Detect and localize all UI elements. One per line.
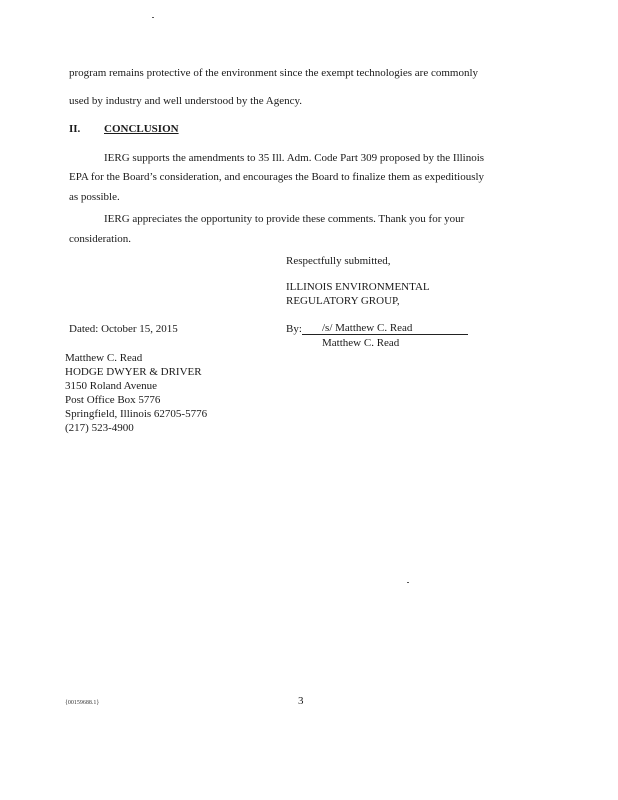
body-text-line: program remains protective of the environment since the exempt technologies are commonly bbox=[69, 67, 479, 79]
organization-name: REGULATORY GROUP, bbox=[286, 295, 400, 307]
signature-closing: Respectfully submitted, bbox=[286, 255, 391, 267]
conclusion-text-line: as possible. bbox=[69, 191, 120, 203]
electronic-signature: /s/ Matthew C. Read bbox=[322, 322, 413, 334]
section-title: CONCLUSION bbox=[104, 123, 179, 135]
conclusion-text-line: IERG supports the amendments to 35 Ill. Adm. Code Part 309 proposed by the Illinois bbox=[104, 152, 485, 164]
page-number: 3 bbox=[298, 695, 304, 707]
contact-po-box: Post Office Box 5776 bbox=[65, 394, 161, 406]
contact-phone: (217) 523-4900 bbox=[65, 422, 134, 434]
contact-name: Matthew C. Read bbox=[65, 352, 143, 364]
organization-name: ILLINOIS ENVIRONMENTAL bbox=[286, 281, 430, 293]
date-line: Dated: October 15, 2015 bbox=[69, 323, 178, 335]
conclusion-text-line: IERG appreciates the opportunity to provide these comments. Thank you for your bbox=[104, 213, 465, 225]
scan-speck bbox=[152, 17, 154, 18]
body-text-line: used by industry and well understood by the Agency. bbox=[69, 95, 302, 107]
signer-name: Matthew C. Read bbox=[322, 337, 400, 349]
document-id: {00159688.1} bbox=[65, 700, 100, 706]
contact-city: Springfield, Illinois 62705-5776 bbox=[65, 408, 208, 420]
scan-speck bbox=[407, 582, 409, 583]
section-number: II. bbox=[69, 123, 81, 135]
contact-street: 3150 Roland Avenue bbox=[65, 380, 158, 392]
conclusion-text-line: consideration. bbox=[69, 233, 132, 245]
conclusion-text-line: EPA for the Board’s consideration, and encourages the Board to finalize them as expeditiously bbox=[69, 171, 485, 183]
contact-firm: HODGE DWYER & DRIVER bbox=[65, 366, 202, 378]
by-label: By: bbox=[286, 323, 302, 335]
